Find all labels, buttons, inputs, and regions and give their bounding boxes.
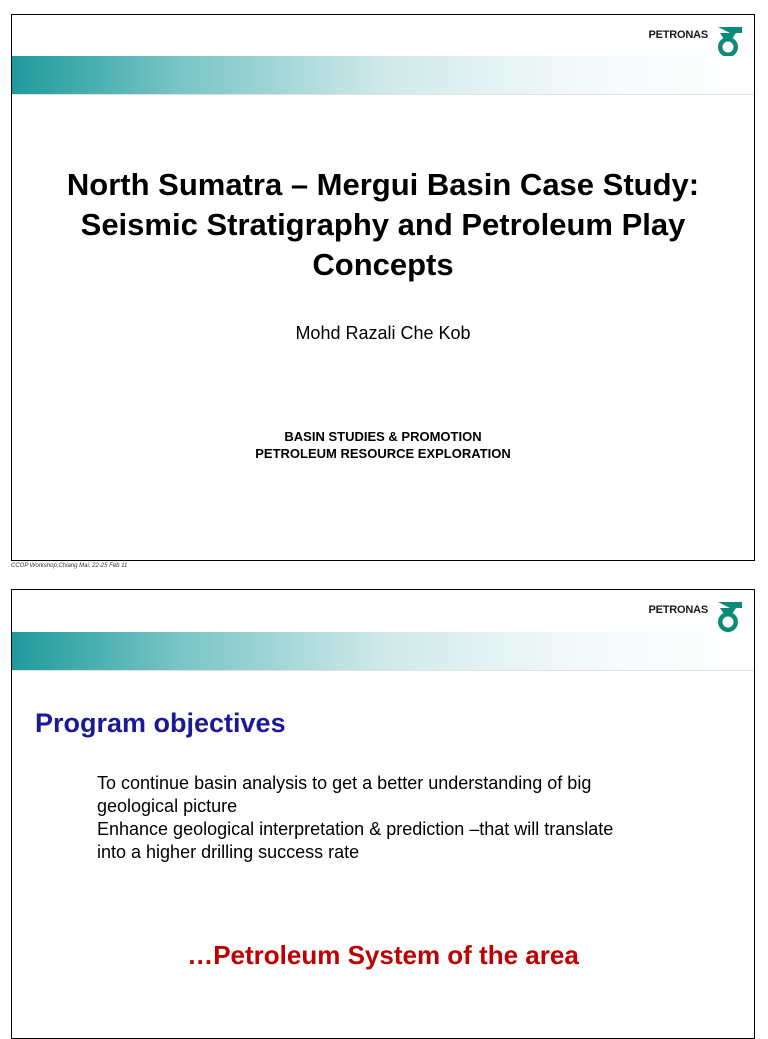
objectives-slide [11,589,755,1039]
title-slide [11,14,755,561]
dept-line: PETROLEUM RESOURCE EXPLORATION [255,446,511,461]
slide-body [97,772,737,864]
title-line: North Sumatra – Mergui Basin Case Study: [66,167,700,202]
logo-text: PETRONAS [648,604,708,616]
body-line: Enhance geological interpretation & prediction –that will translate [97,819,614,839]
logo-text: PETRONAS [648,29,708,41]
body-line: To continue basin analysis to get a better understanding of big [97,773,592,793]
petronas-logo-icon [710,23,746,59]
header-band [12,632,754,671]
dept-line: BASIN STUDIES & PROMOTION [284,429,482,444]
slide-heading: Program objectives [35,708,286,738]
title-line: Concepts [312,247,454,282]
header-band [12,56,754,95]
body-line: geological picture [97,796,238,816]
title-line: Seismic Stratigraphy and Petroleum Play [80,207,686,242]
body-line: into a higher drilling success rate [97,842,360,862]
slide-title [12,165,754,285]
petronas-logo [616,23,746,59]
slide-footer: CCOP Workshop,Chiang Mai, 22-25 Feb 11 [11,563,128,569]
author-name: Mohd Razali Che Kob [295,323,471,343]
conclusion-text: …Petroleum System of the area [187,940,579,970]
department [12,428,754,462]
petronas-logo [616,598,746,634]
petronas-logo-icon [710,598,746,634]
